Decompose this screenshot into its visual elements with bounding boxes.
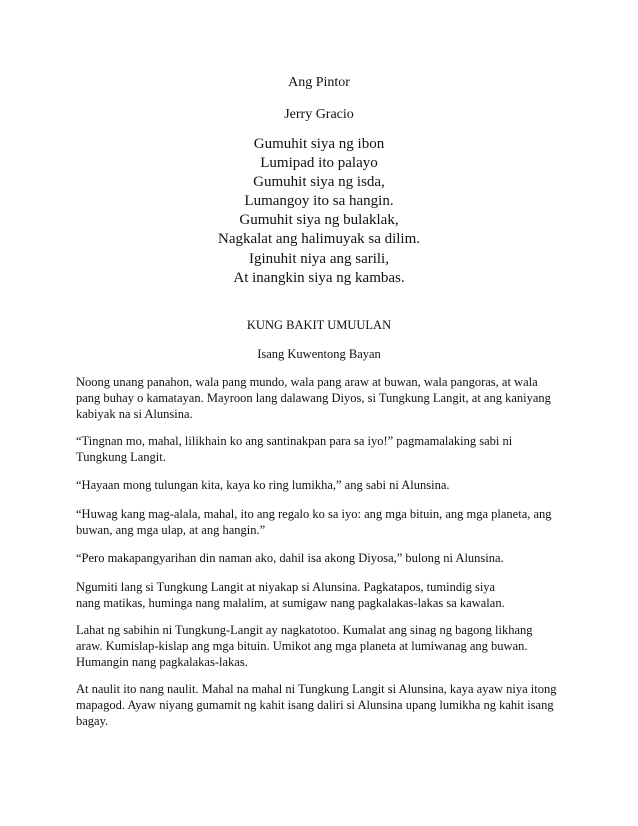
paragraph-line: buwan, ang mga ulap, at ang hangin.”	[76, 523, 266, 537]
paragraph-line: Tungkung Langit.	[76, 450, 166, 464]
story-paragraph	[76, 433, 566, 465]
paragraph-line: Humangin nang pagkalakas-lakas.	[76, 655, 248, 669]
poem-line: Gumuhit siya ng bulaklak,	[239, 212, 399, 229]
story-paragraph	[76, 374, 566, 422]
paragraph-line: “Pero makapangyarihan din naman ako, dahil isa akong Diyosa,” bulong ni Alunsina.	[76, 551, 504, 565]
poem-line: Gumuhit siya ng ibon	[253, 136, 385, 152]
poem-line: Lumipad ito palayo	[260, 155, 378, 172]
story-paragraph	[76, 622, 566, 670]
story-paragraph	[76, 681, 566, 729]
story-title: KUNG BAKIT UMUULAN	[246, 318, 392, 332]
paragraph-line: Ngumiti lang si Tungkung Langit at niyakap si Alunsina. Pagkatapos, tumindig siya	[76, 580, 496, 594]
paragraph-line: Lahat ng sabihin ni Tungkung-Langit ay nagkatotoo. Kumalat ang sinag ng bagong likhang	[76, 623, 533, 637]
paragraph-line: bagay.	[76, 714, 109, 728]
poem-line: Iginuhit niya ang sarili,	[249, 250, 389, 267]
paragraph-line: “Huwag kang mag-alala, mahal, ito ang regalo ko sa iyo: ang mga bituin, ang mga planeta, ang	[76, 507, 552, 521]
paragraph-line: “Tingnan mo, mahal, lilikhain ko ang santinakpan para sa iyo!” pagmamalaking sabi ni	[76, 434, 513, 448]
poem-line: Lumangoy ito sa hangin.	[244, 193, 394, 210]
poem-author: Jerry Gracio	[284, 107, 354, 122]
story-subtitle: Isang Kuwentong Bayan	[257, 347, 381, 361]
story-paragraph	[76, 506, 566, 538]
story-paragraph	[76, 477, 566, 493]
paragraph-line: pang buhay o kamatayan. Mayroon lang dalawang Diyos, si Tungkung Langit, at ang kaniyang	[76, 391, 551, 405]
paragraph-line: “Hayaan mong tulungan kita, kaya ko ring lumikha,” ang sabi ni Alunsina.	[76, 478, 450, 492]
story-paragraph	[76, 579, 566, 611]
poem-line: Nagkalat ang halimuyak sa dilim.	[217, 231, 421, 248]
poem-stanza	[0, 135, 638, 288]
poem-line: At inangkin siya ng kambas.	[233, 269, 405, 286]
paragraph-line: Noong unang panahon, wala pang mundo, wala pang araw at buwan, wala pangoras, at wala	[76, 375, 538, 389]
story-paragraph	[76, 550, 566, 566]
poem-title: Ang Pintor	[288, 75, 350, 90]
paragraph-line: At naulit ito nang naulit. Mahal na mahal ni Tungkung Langit si Alunsina, kaya ayaw niya itong	[76, 682, 557, 696]
paragraph-line: kabiyak na si Alunsina.	[76, 407, 193, 421]
paragraph-line: nang matikas, huminga nang malalim, at sumigaw nang pagkalakas-lakas sa kawalan.	[76, 596, 505, 610]
poem-line: Gumuhit siya ng isda,	[253, 174, 385, 191]
paragraph-line: mapagod. Ayaw niyang gumamit ng kahit isang daliri si Alunsina upang lumikha ng kahit isang	[76, 698, 554, 712]
paragraph-line: araw. Kumislap-kislap ang mga bituin. Umikot ang mga planeta at lumiwanag ang buwan.	[76, 639, 528, 653]
